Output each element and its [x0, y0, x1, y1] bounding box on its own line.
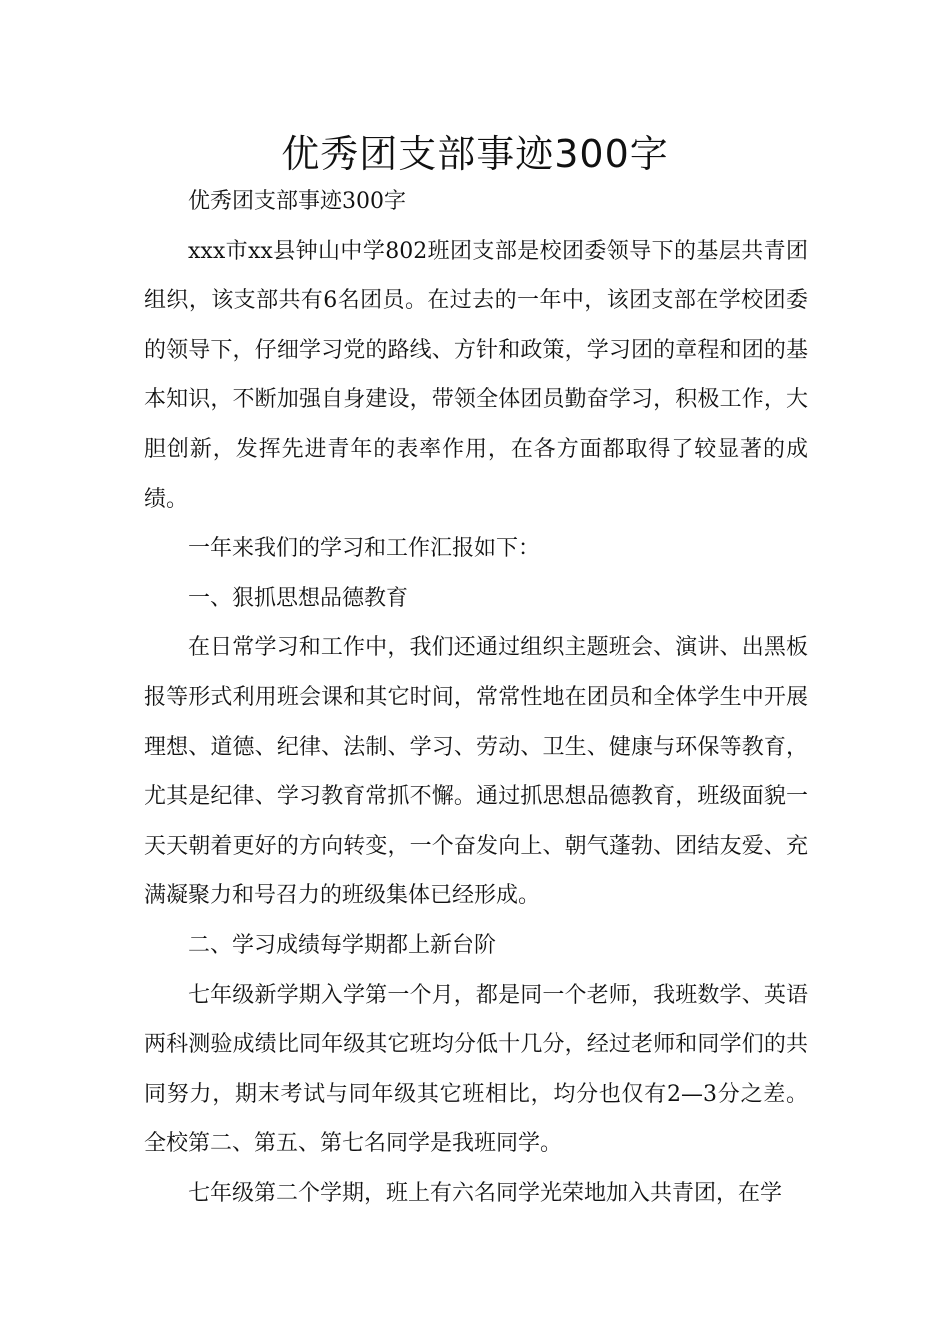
paragraph-section-2b: 七年级第二个学期，班上有六名同学光荣地加入共青团，在学	[188, 1180, 783, 1206]
paragraph-section-1: 在日常学习和工作中，我们还通过组织主题班会、演讲、出黑板报等形式利用班会课和其它时间，常常性地在团员和全体学生中开展理想、道德、纪律、法制、学习、劳动、卫生、健康与环保等教育，尤其是纪律、学习教育常抓不懈。通过抓思想品德教育，班级面貌一天天朝着更好的方向转变，一个奋发向上、朝气蓬勃、团结友爱、充满凝聚力和号召力的班级集体已经形成。	[144, 635, 808, 909]
section-heading-1: 一、狠抓思想品德教育	[188, 585, 409, 611]
document-title: 优秀团支部事迹300字	[281, 132, 669, 176]
paragraph-report-lead: 一年来我们的学习和工作汇报如下：	[188, 536, 541, 562]
paragraph-intro: xxx市xx县钟山中学802班团支部是校团委领导下的基层共青团组织，该支部共有6名团员。在过去的一年中，该团支部在学校团委的领导下，仔细学习党的路线、方针和政策，学习团的章程和团的基本知识，不断加强自身建设，带领全体团员勤奋学习，积极工作，大胆创新，发挥先进青年的表率作用，在各方面都取得了较显著的成绩。	[144, 238, 808, 512]
document-body	[144, 177, 808, 1218]
paragraph-section-2a: 七年级新学期入学第一个月，都是同一个老师，我班数学、英语两科测验成绩比同年级其它班均分低十几分，经过老师和同学们的共同努力，期末考试与同年级其它班相比，均分也仅有2—3分之差。全校第二、第五、第七名同学是我班同学。	[144, 982, 808, 1157]
paragraph-subtitle: 优秀团支部事迹300字	[188, 189, 406, 214]
section-heading-2: 二、学习成绩每学期都上新台阶	[188, 932, 497, 958]
